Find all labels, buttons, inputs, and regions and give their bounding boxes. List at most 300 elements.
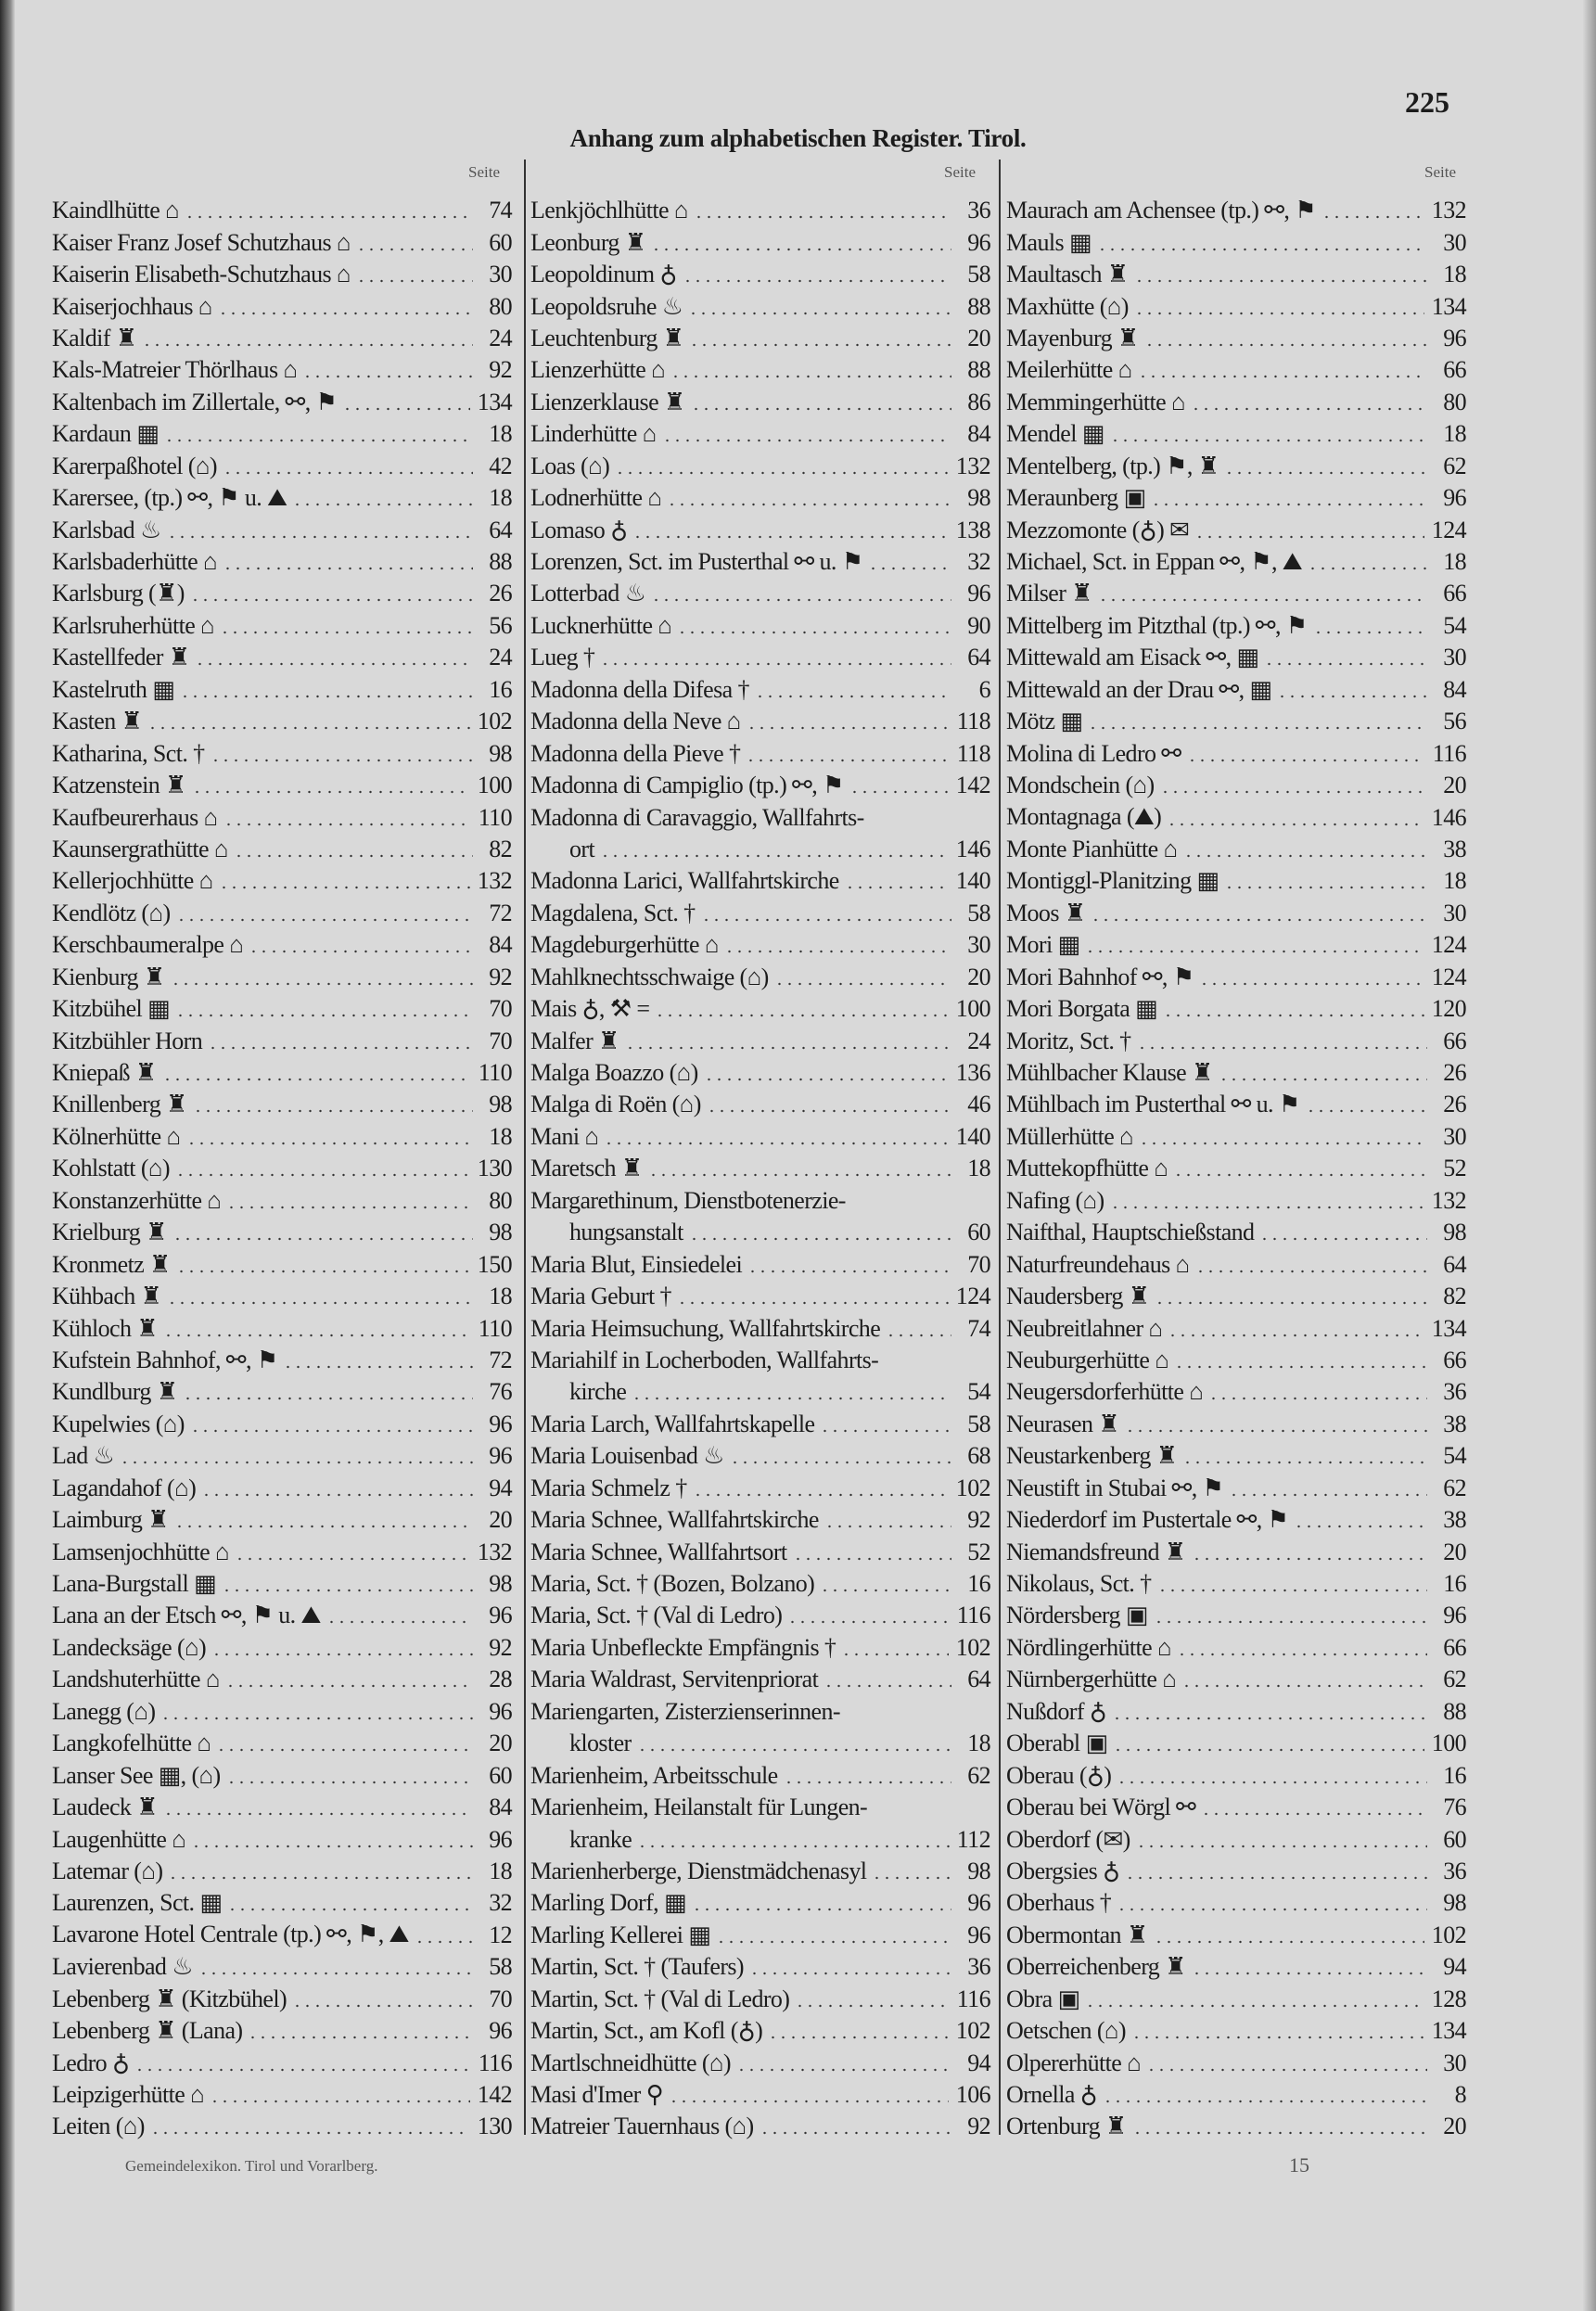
dot-leader <box>1138 375 1427 378</box>
entry-name: Moritz, Sct. † <box>1006 1027 1131 1054</box>
index-entry <box>52 1920 512 1951</box>
entry-page: 110 <box>478 803 512 831</box>
dot-leader <box>1146 2068 1427 2072</box>
entry-page: 60 <box>489 228 512 256</box>
entry-page: 62 <box>1443 1474 1466 1501</box>
dot-leader <box>1163 1014 1424 1017</box>
entry-name: Lamsenjochhütte ⌂ <box>52 1538 229 1565</box>
entry-name: Laudeck ♜ <box>52 1794 158 1821</box>
entry-name: Martin, Sct. † (Val di Ledro) <box>530 1985 790 2012</box>
entry-page: 124 <box>1431 963 1466 990</box>
entry-page: 84 <box>489 1794 512 1821</box>
entry-name: Neubreitlahner ⌂ <box>1006 1314 1163 1342</box>
page-number: 225 <box>1405 85 1449 119</box>
entry-name: Katzenstein ♜ <box>52 772 186 799</box>
index-entry <box>52 1153 512 1184</box>
index-entry <box>1006 674 1466 706</box>
dot-leader <box>1154 1940 1424 1944</box>
index-entry <box>530 1409 990 1440</box>
dot-leader <box>694 215 951 219</box>
dot-leader <box>249 950 473 953</box>
entry-name: Memmingerhütte ⌂ <box>1006 388 1186 415</box>
entry-page: 92 <box>967 2113 990 2140</box>
dot-leader <box>175 1014 473 1017</box>
dot-leader <box>176 918 473 922</box>
entry-page: 102 <box>477 708 512 735</box>
dot-leader <box>1154 1620 1427 1624</box>
dot-leader <box>820 1429 951 1433</box>
index-entry <box>1006 834 1466 865</box>
index-entry <box>530 1951 990 1983</box>
index-entry <box>52 1376 512 1408</box>
dot-leader <box>235 1557 470 1561</box>
entry-name: Kundlburg ♜ <box>52 1378 178 1406</box>
dot-leader <box>198 1972 473 1975</box>
dot-leader <box>1264 662 1427 666</box>
entry-name-continuation: ort <box>569 835 595 862</box>
entry-name: Maria, Sct. † (Val di Ledro) <box>530 1602 783 1629</box>
index-entry <box>52 737 512 769</box>
entry-name: Maria Blut, Einsiedelei <box>530 1250 743 1278</box>
index-entry <box>530 674 990 706</box>
dot-leader <box>689 1237 951 1241</box>
column-header-seite-1: Seite <box>468 163 500 181</box>
entry-name: Landecksäge (⌂) <box>52 1633 207 1661</box>
entry-page: 96 <box>967 228 990 256</box>
dot-leader <box>701 918 951 922</box>
index-entry <box>52 1632 512 1664</box>
index-entry <box>1006 1217 1466 1248</box>
entry-name: Krielburg ♜ <box>52 1219 167 1246</box>
index-entry <box>1006 706 1466 737</box>
entry-name: Kronmetz ♜ <box>52 1250 171 1278</box>
dot-leader <box>824 1525 951 1528</box>
scan-edge-left <box>0 0 15 2311</box>
dot-leader <box>845 886 949 889</box>
entry-page: 94 <box>1443 1953 1466 1981</box>
dot-leader <box>841 1653 949 1656</box>
index-entry <box>530 1473 990 1504</box>
dot-leader <box>795 2004 949 2008</box>
entry-page: 116 <box>1432 739 1466 767</box>
dot-leader <box>868 567 951 570</box>
index-entry <box>1006 1185 1466 1217</box>
entry-page: 130 <box>477 2113 512 2140</box>
index-entry <box>1006 1473 1466 1504</box>
entry-page: 140 <box>955 1122 990 1150</box>
dot-leader <box>120 1461 473 1464</box>
dot-leader <box>183 1397 473 1400</box>
index-entry <box>530 354 990 386</box>
dot-leader <box>1167 823 1424 826</box>
entry-page: 30 <box>1443 228 1466 256</box>
entry-page: 18 <box>489 1283 512 1310</box>
dot-leader <box>142 343 473 347</box>
entry-page: 6 <box>978 675 990 703</box>
dot-leader <box>615 471 949 475</box>
index-entry <box>530 737 990 769</box>
dot-leader <box>1208 1397 1427 1400</box>
entry-page: 16 <box>489 675 512 703</box>
dot-leader <box>1110 1206 1424 1209</box>
entry-name: Mani ⌂ <box>530 1122 599 1150</box>
entry-page: 80 <box>489 292 512 320</box>
entry-name: Naturfreundehaus ⌂ <box>1006 1250 1190 1278</box>
entry-page: 18 <box>1443 261 1466 288</box>
dot-leader <box>1294 1525 1427 1528</box>
entry-name: Kaiser Franz Josef Schutzhaus ⌂ <box>52 228 351 256</box>
dot-leader <box>1157 1589 1427 1592</box>
dot-leader <box>747 1270 951 1273</box>
entry-name: Oetschen (⌂) <box>1006 2017 1126 2045</box>
entry-name: Marienheim, Heilanstalt für Lungen- <box>530 1794 868 1821</box>
index-entry <box>52 2047 512 2078</box>
entry-name: Oberhaus † <box>1006 1889 1112 1917</box>
entry-page: 134 <box>1431 292 1466 320</box>
entry-page: 94 <box>967 2049 990 2076</box>
dot-leader <box>691 407 951 411</box>
entry-name: Kendlötz (⌂) <box>52 899 171 926</box>
entry-page: 88 <box>967 356 990 384</box>
entry-page: 98 <box>489 1091 512 1118</box>
entry-name: Lebenberg ♜ (Kitzbühel) <box>52 1985 287 2012</box>
entry-name: Maria Unbefleckte Empfängnis † <box>530 1633 836 1661</box>
entry-page: 98 <box>967 484 990 512</box>
entry-name: Maxhütte (⌂) <box>1006 292 1129 320</box>
index-entry <box>1006 801 1466 833</box>
entry-page: 58 <box>489 1953 512 1981</box>
index-entry <box>530 2015 990 2047</box>
dot-leader <box>1097 248 1427 251</box>
entry-name: Kasten ♜ <box>52 708 143 735</box>
entry-name: Martin, Sct., am Kofl (♁) <box>530 2017 763 2045</box>
entry-name: Karerpaßhotel (⌂) <box>52 452 217 479</box>
entry-page: 20 <box>489 1730 512 1757</box>
entry-name: Madonna di Caravaggio, Wallfahrts- <box>530 803 864 831</box>
entry-page: 124 <box>1431 516 1466 543</box>
entry-name: Mittelberg im Pitzthal (tp.) ⚯, ⚑ <box>1006 611 1308 639</box>
dot-leader <box>1117 1781 1427 1784</box>
index-entry <box>530 1312 990 1344</box>
dot-leader <box>1187 759 1425 762</box>
dot-leader <box>1321 215 1424 219</box>
entry-name: Moos ♜ <box>1006 899 1086 926</box>
dot-leader <box>784 1781 951 1784</box>
index-entry <box>52 962 512 993</box>
entry-name: Langkofelhütte ⌂ <box>52 1730 211 1757</box>
index-entry <box>530 1920 990 1951</box>
entry-name: Lana-Burgstall ▦ <box>52 1570 216 1598</box>
index-entry <box>530 1153 990 1184</box>
entry-page: 18 <box>967 1155 990 1182</box>
index-entry <box>530 2111 990 2142</box>
entry-page: 32 <box>967 548 990 576</box>
entry-page: 18 <box>1443 548 1466 576</box>
dot-leader <box>1219 1078 1427 1081</box>
dot-leader <box>872 1876 951 1880</box>
index-entry <box>530 1984 990 2015</box>
dot-leader <box>193 1109 473 1113</box>
entry-page: 12 <box>489 1921 512 1948</box>
dot-leader <box>670 375 951 378</box>
index-entry <box>1006 1409 1466 1440</box>
index-entry <box>1006 1856 1466 1887</box>
entry-name: Latemar (⌂) <box>52 1857 163 1884</box>
dot-leader <box>1112 1717 1427 1720</box>
entry-page: 96 <box>1443 1602 1466 1629</box>
index-entry <box>52 1696 512 1728</box>
dot-leader <box>655 1014 948 1017</box>
entry-page: 66 <box>1443 1633 1466 1661</box>
entry-name: Mariengarten, Zisterzienserinnen- <box>530 1697 840 1725</box>
dot-leader <box>1224 886 1427 889</box>
dot-leader <box>1085 950 1424 953</box>
entry-page: 140 <box>955 867 990 895</box>
entry-name: Mondschein (⌂) <box>1006 772 1155 799</box>
entry-page: 66 <box>1443 1346 1466 1373</box>
index-entry <box>1006 929 1466 961</box>
entry-name: Lueg † <box>530 644 595 671</box>
entry-page: 86 <box>967 388 990 415</box>
dot-leader <box>292 503 473 506</box>
index-entry <box>530 451 990 482</box>
entry-name: Lucknerhütte ⌂ <box>530 611 672 639</box>
dot-leader <box>768 2036 949 2039</box>
index-entry-continuation <box>530 1217 990 1248</box>
entry-name: Meraunberg ▣ <box>1006 484 1146 512</box>
index-column-2 <box>530 195 990 2143</box>
index-entry <box>530 1600 990 1631</box>
entry-name: Kufstein Bahnhof, ⚯, ⚑ <box>52 1346 278 1373</box>
entry-name: Obergsies ♁ <box>1006 1857 1120 1884</box>
index-entry <box>1006 1153 1466 1184</box>
entry-page: 18 <box>489 484 512 512</box>
dot-leader <box>730 1461 951 1464</box>
entry-page: 70 <box>489 995 512 1023</box>
entry-name: Laimburg ♜ <box>52 1506 169 1534</box>
index-entry <box>1006 2079 1466 2111</box>
index-entry <box>530 290 990 322</box>
dot-leader <box>760 2131 951 2135</box>
entry-name: Maria Heimsuchung, Wallfahrtskirche <box>530 1314 881 1342</box>
entry-name: Maria Schnee, Wallfahrtskirche <box>530 1506 819 1534</box>
entry-name: Linderhütte ⌂ <box>530 420 657 448</box>
index-entry <box>530 1025 990 1056</box>
index-entry <box>1006 865 1466 897</box>
entry-name: Niederdorf im Pustertale ⚯, ⚑ <box>1006 1506 1289 1534</box>
dot-leader <box>688 312 951 315</box>
entry-page: 30 <box>1443 644 1466 671</box>
index-entry <box>1006 1664 1466 1695</box>
index-entry <box>530 1536 990 1567</box>
index-entry <box>1006 1504 1466 1536</box>
entry-page: 32 <box>489 1889 512 1917</box>
entry-page: 74 <box>489 197 512 224</box>
index-entry <box>530 1281 990 1312</box>
entry-name: Neurasen ♜ <box>1006 1410 1119 1437</box>
index-entry <box>530 1759 990 1791</box>
dot-leader <box>849 790 949 794</box>
index-entry <box>1006 1759 1466 1791</box>
entry-name: Kellerjochhütte ⌂ <box>52 867 213 895</box>
entry-name: Karlsruherhütte ⌂ <box>52 611 215 639</box>
index-entry <box>52 323 512 354</box>
dot-leader <box>749 1972 951 1975</box>
entry-name: Milser ♜ <box>1006 580 1092 607</box>
entry-page: 30 <box>1443 899 1466 926</box>
index-entry <box>52 610 512 642</box>
entry-name: Karlsbad ♨ <box>52 516 161 543</box>
index-entry <box>52 226 512 258</box>
entry-page: 96 <box>967 1889 990 1917</box>
dot-leader <box>302 375 473 378</box>
dot-leader <box>793 1557 951 1561</box>
entry-name: Maria Louisenbad ♨ <box>530 1442 724 1470</box>
entry-name: Lenkjöchlhütte ⌂ <box>530 197 688 224</box>
entry-name: Mühlbacher Klause ♜ <box>1006 1059 1213 1087</box>
entry-page: 56 <box>489 611 512 639</box>
entry-page: 36 <box>967 1953 990 1981</box>
dot-leader <box>292 2004 473 2008</box>
index-entry <box>530 2079 990 2111</box>
entry-page: 8 <box>1454 2081 1466 2109</box>
entry-page: 90 <box>967 611 990 639</box>
index-entry <box>530 993 990 1025</box>
index-entry <box>1006 1121 1466 1153</box>
index-entry <box>52 1089 512 1120</box>
dot-leader <box>1137 1046 1427 1050</box>
sheet-signature: 15 <box>1289 2153 1309 2177</box>
entry-page: 92 <box>489 1633 512 1661</box>
entry-page: 20 <box>967 963 990 990</box>
index-entry <box>52 195 512 226</box>
index-entry <box>52 1217 512 1248</box>
entry-page: 26 <box>1443 1091 1466 1118</box>
entry-page: 64 <box>489 516 512 543</box>
dot-leader <box>1195 1270 1427 1273</box>
index-entry <box>1006 482 1466 514</box>
dot-leader <box>820 1589 951 1592</box>
entry-page: 110 <box>478 1314 512 1342</box>
dot-leader <box>648 1173 951 1177</box>
entry-page: 16 <box>967 1570 990 1598</box>
dot-leader <box>1144 343 1427 347</box>
index-entry <box>1006 962 1466 993</box>
index-entry <box>52 578 512 609</box>
entry-page: 18 <box>1443 867 1466 895</box>
index-entry <box>1006 578 1466 609</box>
index-entry <box>52 1121 512 1153</box>
dot-leader <box>1091 918 1427 922</box>
entry-name: Laugenhütte ⌂ <box>52 1825 186 1853</box>
entry-page: 146 <box>1431 803 1466 831</box>
index-entry <box>52 1025 512 1056</box>
entry-name: Lagandahof (⌂) <box>52 1474 197 1501</box>
index-entry <box>530 1792 990 1823</box>
dot-leader <box>160 1717 473 1720</box>
index-entry <box>52 1856 512 1887</box>
dot-leader <box>1134 312 1424 315</box>
entry-name: Marling Kellerei ▦ <box>530 1921 711 1948</box>
dot-leader <box>1088 726 1427 730</box>
dot-leader <box>1181 1684 1427 1688</box>
entry-page: 70 <box>489 1027 512 1054</box>
dot-leader <box>692 1908 951 1911</box>
entry-page: 20 <box>967 324 990 351</box>
index-entry <box>530 929 990 961</box>
dot-leader <box>283 1365 473 1369</box>
entry-name: Maurach am Achensee (tp.) ⚯, ⚑ <box>1006 197 1316 224</box>
index-entry <box>1006 1951 1466 1983</box>
index-entry-continuation <box>530 1823 990 1855</box>
entry-name: Kastellfeder ♜ <box>52 644 190 671</box>
entry-page: 58 <box>967 261 990 288</box>
dot-leader <box>625 1046 951 1050</box>
index-entry-continuation <box>530 834 990 865</box>
entry-page: 24 <box>967 1027 990 1054</box>
dot-leader <box>167 1301 473 1305</box>
dot-leader <box>1191 407 1427 411</box>
entry-page: 128 <box>1431 1985 1466 2012</box>
entry-page: 100 <box>1431 1730 1466 1757</box>
entry-name: Margarethinum, Dienstbotenerzie- <box>530 1186 846 1214</box>
index-entry <box>52 1345 512 1376</box>
entry-page: 56 <box>1443 708 1466 735</box>
entry-page: 98 <box>967 1857 990 1884</box>
entry-name: Naifthal, Hauptschießstand <box>1006 1219 1255 1246</box>
entry-name: Kitzbühel ▦ <box>52 995 170 1023</box>
entry-name: Mori Borgata ▦ <box>1006 995 1157 1023</box>
dot-leader <box>1201 1812 1427 1816</box>
index-entry <box>530 226 990 258</box>
index-entry <box>1006 451 1466 482</box>
entry-name: Michael, Sct. in Eppan ⚯, ⚑, ⛰ <box>1006 547 1302 575</box>
index-entry <box>52 2015 512 2047</box>
entry-page: 18 <box>967 1730 990 1757</box>
scan-edge-right <box>1583 0 1596 2311</box>
dot-leader <box>167 535 473 539</box>
entry-page: 26 <box>1443 1059 1466 1087</box>
entry-name: Nürnbergerhütte ⌂ <box>1006 1666 1177 1693</box>
dot-leader <box>222 1589 473 1592</box>
index-entry <box>1006 770 1466 801</box>
entry-page: 20 <box>1443 1538 1466 1565</box>
dot-leader <box>192 790 470 794</box>
dot-leader <box>1174 1365 1427 1369</box>
entry-name: Kals-Matreier Thörlhaus ⌂ <box>52 356 298 384</box>
dot-leader <box>637 1845 950 1848</box>
entry-name: Marling Dorf, ▦ <box>530 1889 686 1917</box>
dot-leader <box>185 215 473 219</box>
entry-name: Kölnerhütte ⌂ <box>52 1122 181 1150</box>
entry-page: 98 <box>489 1219 512 1246</box>
index-entry <box>1006 1823 1466 1855</box>
dot-leader <box>746 759 949 762</box>
index-entry <box>1006 1600 1466 1631</box>
index-entry <box>530 962 990 993</box>
index-entry <box>530 801 990 833</box>
entry-name: Kühloch ♜ <box>52 1314 158 1342</box>
dot-leader <box>226 1206 473 1209</box>
entry-name: Kaunsergrathütte ⌂ <box>52 835 228 862</box>
index-entry <box>530 546 990 578</box>
entry-name: Mentelberg, (tp.) ⚑, ♜ <box>1006 452 1219 479</box>
entry-name: Nördlingerhütte ⌂ <box>1006 1633 1171 1661</box>
entry-page: 132 <box>1431 1186 1466 1214</box>
column-divider <box>999 160 1001 2135</box>
dot-leader <box>147 726 470 730</box>
entry-page: 36 <box>1443 1857 1466 1884</box>
